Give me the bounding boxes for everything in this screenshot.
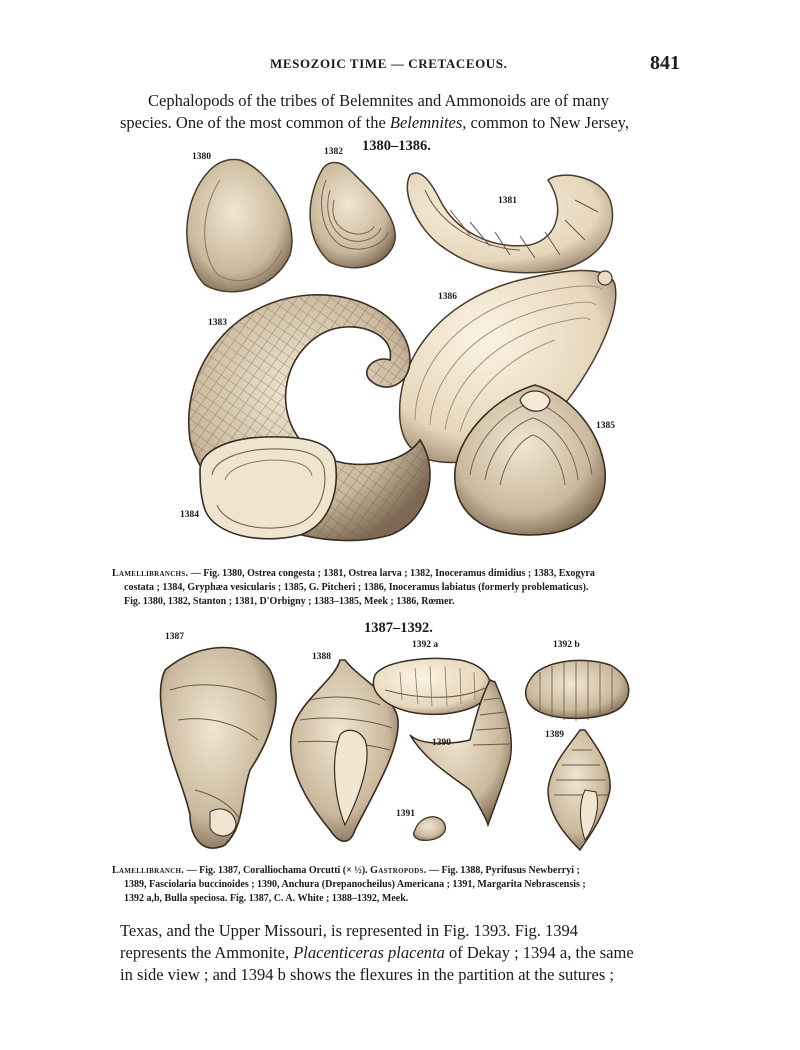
label-1388: 1388 — [312, 652, 331, 662]
plate-2-caption-line-2: 1389, Fasciolaria buccinoides ; 1390, Anchura (Drepanocheilus) Americana ; 1391, Margarita Nebrascensis ; — [124, 879, 586, 890]
intro-line-2-text: species. One of the most common of the — [120, 113, 390, 132]
plate-1-caption-line-2: costata ; 1384, Gryphæa vesicularis ; 1385, G. Pitcheri ; 1386, Inoceramus labiatus (formerly problematicus). — [124, 582, 589, 593]
plate-2-caption — [112, 864, 690, 906]
caption-heading-lamellibranch: Lamellibranch. — [112, 865, 185, 876]
shell-1389 — [548, 730, 610, 850]
shell-1387 — [160, 648, 276, 849]
closing-line-2 — [120, 942, 680, 964]
label-1384: 1384 — [180, 510, 199, 520]
closing-line-2-end: of Dekay ; 1394 a, the same — [444, 943, 634, 962]
label-1387: 1387 — [165, 632, 184, 642]
closing-line-3: in side view ; and 1394 b shows the flexures in the partition at the sutures ; — [120, 965, 614, 984]
shell-1392b — [526, 660, 629, 721]
plate-2-caption-line-3: 1392 a,b, Bulla speciosa. Fig. 1387, C. A. White ; 1388–1392, Meek. — [124, 893, 409, 904]
label-1383: 1383 — [208, 318, 227, 328]
label-1392a: 1392 a — [412, 640, 439, 650]
plate-2-caption-text-1b: — Fig. 1388, Pyrifusus Newberryi ; — [426, 865, 580, 876]
plate-2-caption-line-1 — [112, 864, 690, 878]
label-1390: 1390 — [432, 738, 451, 748]
closing-paragraph — [120, 920, 680, 986]
closing-line-1: Texas, and the Upper Missouri, is represented in Fig. 1393. Fig. 1394 — [120, 921, 579, 940]
intro-line-2-end: common to New Jersey, — [466, 113, 629, 132]
placenticeras-italic: Placenticeras placenta — [293, 943, 445, 962]
belemnites-italic: Belemnites, — [389, 113, 467, 132]
running-title: MESOZOIC TIME — CRETACEOUS. — [270, 56, 508, 71]
plate-2-title: 1387–1392. — [364, 620, 433, 636]
label-1391: 1391 — [396, 809, 415, 819]
closing-line-2-text: represents the Ammonite, — [120, 943, 294, 962]
intro-line-1: Cephalopods of the tribes of Belemnites and Ammonoids are of many — [148, 91, 609, 110]
label-1385: 1385 — [596, 421, 615, 431]
label-1386: 1386 — [438, 292, 457, 302]
plate-1-caption-line-3: Fig. 1380, 1382, Stanton ; 1381, D'Orbigny ; 1383–1385, Meek ; 1386, Rœmer. — [124, 596, 455, 607]
page-number: 841 — [650, 52, 680, 74]
label-1392b: 1392 b — [553, 640, 580, 650]
plate-1-title: 1380–1386. — [362, 138, 431, 154]
label-1381: 1381 — [498, 196, 517, 206]
label-1380: 1380 — [192, 152, 211, 162]
plate-1-caption-text-1: — Fig. 1380, Ostrea congesta ; 1381, Ostrea larva ; 1382, Inoceramus dimidius ; 1383, Exogyra — [188, 568, 595, 579]
caption-heading-lamellibranchs: Lamellibranchs. — [112, 568, 189, 579]
label-1382: 1382 — [324, 147, 343, 157]
shell-1391 — [414, 817, 446, 841]
shell-1392a — [373, 659, 490, 715]
caption-heading-gastropods: Gastropods. — [370, 865, 427, 876]
plate-2-caption-text-1a: — Fig. 1387, Coralliochama Orcutti (× ½). — [184, 865, 371, 876]
label-1389: 1389 — [545, 730, 564, 740]
